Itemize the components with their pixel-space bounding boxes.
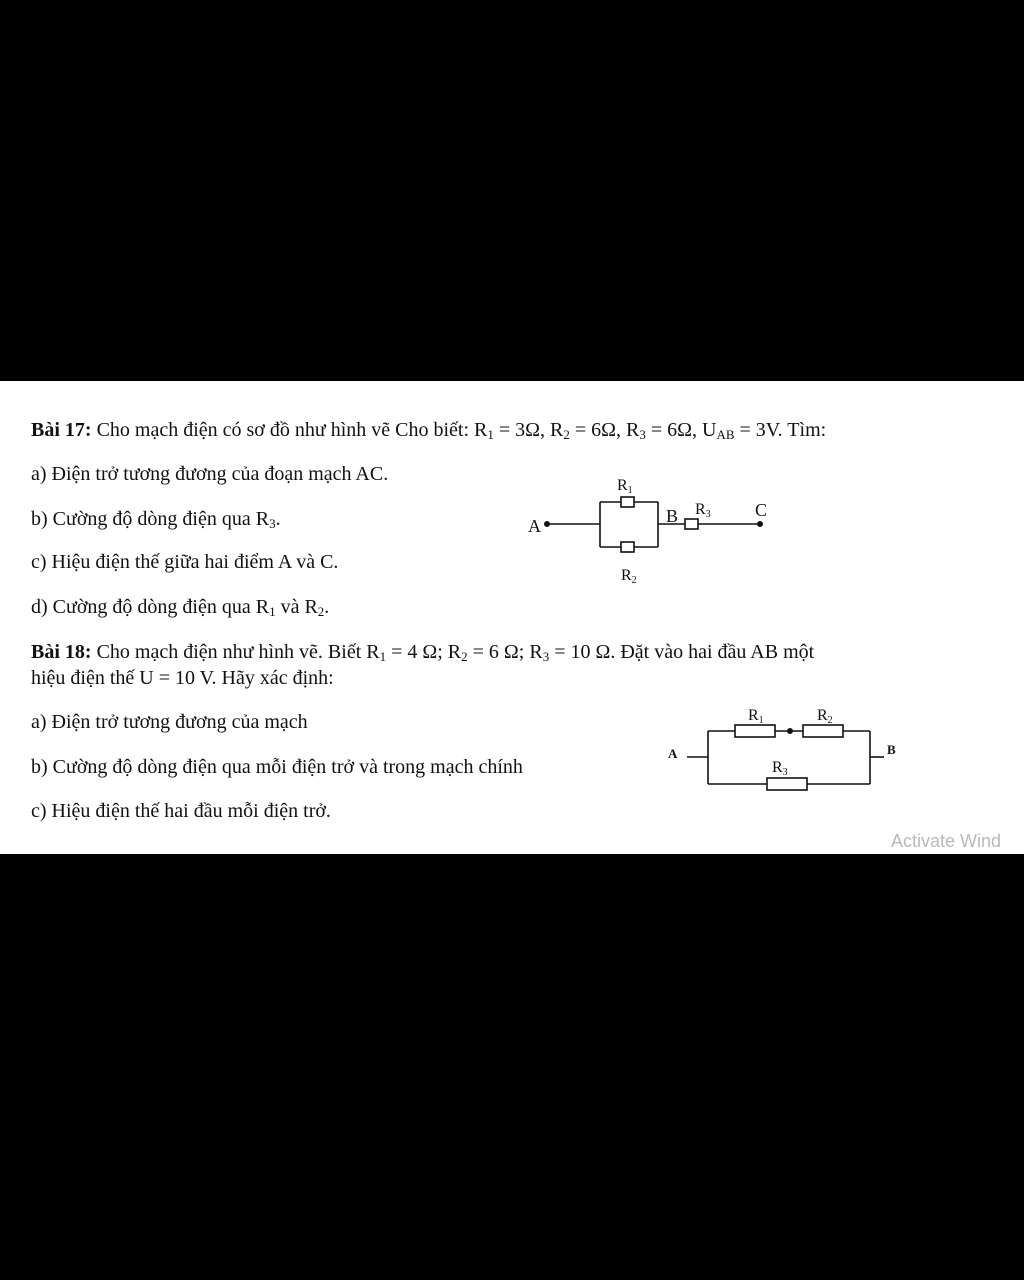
label-r3: R3 xyxy=(772,759,788,778)
bai18-question-a: a) Điện trở tương đương của mạch xyxy=(31,711,308,733)
label-a: A xyxy=(528,516,541,536)
bai18-statement-line2: hiệu điện thế U = 10 V. Hãy xác định: xyxy=(31,667,334,689)
label-r2: R2 xyxy=(817,707,833,726)
node-c xyxy=(757,521,763,527)
label-r3: R3 xyxy=(695,501,711,520)
resistor-r2 xyxy=(803,725,843,737)
label-a: A xyxy=(668,746,678,761)
label-b: B xyxy=(887,742,896,757)
node-a xyxy=(544,521,550,527)
bai17-question-c: c) Hiệu điện thế giữa hai điểm A và C. xyxy=(31,551,339,573)
resistor-r2 xyxy=(621,542,634,552)
bai18-question-c: c) Hiệu điện thế hai đầu mỗi điện trở. xyxy=(31,800,331,822)
bai18-heading: Bài 18: xyxy=(31,641,92,663)
label-r1: R1 xyxy=(617,477,633,496)
junction-node xyxy=(787,728,793,734)
circuit-diagram-18 xyxy=(660,700,910,800)
activate-windows-watermark: Activate Wind xyxy=(891,831,1002,851)
bai18-question-b: b) Cường độ dòng điện qua mỗi điện trở và trong mạch chính xyxy=(31,756,523,778)
bai18-statement-line1: Bài 18: Cho mạch điện như hình vẽ. Biết $R_1 = 4$ Ω; $R_2 = 6$ Ω; $R_3 = 10$ Ω. Đặt vào hai đầu AB một xyxy=(31,641,815,664)
label-r1: R1 xyxy=(748,707,764,726)
resistor-r1 xyxy=(621,497,634,507)
label-r2: R2 xyxy=(621,567,637,586)
resistor-r1 xyxy=(735,725,775,737)
bai17-question-a: a) Điện trở tương đương của đoạn mạch AC. xyxy=(31,463,389,485)
label-c: C xyxy=(755,500,768,520)
bai17-question-b: b) Cường độ dòng điện qua $R_3$. xyxy=(31,508,281,531)
label-b: B xyxy=(666,506,679,526)
bai17-question-d: d) Cường độ dòng điện qua $R_1$ và $R_2$. xyxy=(31,596,330,619)
resistor-r3 xyxy=(767,778,807,790)
bai17-statement: Bài 17: Cho mạch điện có sơ đồ như hình vẽ Cho biết: $R_1 = 3\Omega$, $R_2 = 6\Omega$, $R_3 = 6\Omega$, $U_{AB} = 3V$. Tìm: xyxy=(31,419,827,442)
circuit-diagram-17 xyxy=(520,470,780,590)
bai17-heading: Bài 17: xyxy=(31,419,92,441)
resistor-r3 xyxy=(685,519,698,529)
